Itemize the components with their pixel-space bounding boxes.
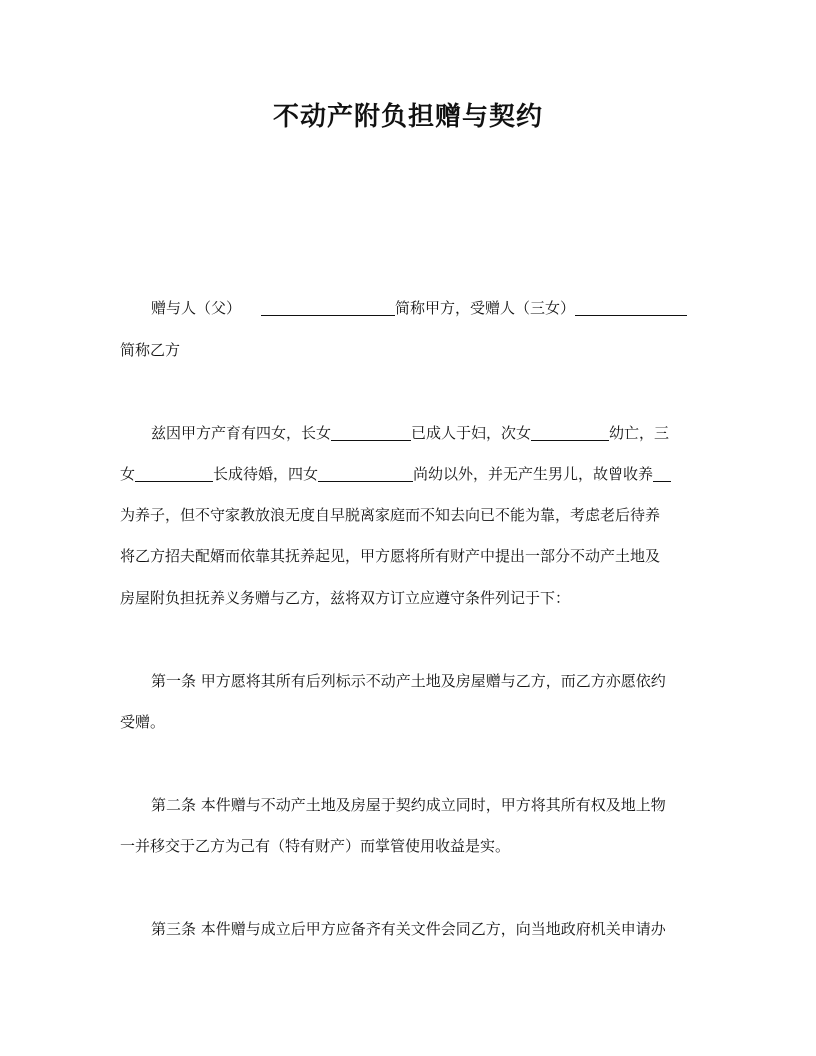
article-1-line1: 第一条 甲方愿将其所有后列标示不动产土地及房屋赠与乙方，而乙方亦愿依约 (151, 672, 666, 690)
fourth-daughter-blank[interactable] (318, 465, 413, 482)
para2-text: 幼亡，三 (609, 424, 670, 442)
para2-text: 女 (120, 465, 136, 483)
donor-name-blank[interactable] (261, 299, 395, 316)
para2-text: 已成人于妇，次女 (411, 424, 532, 442)
article-3-line1: 第三条 本件赠与成立后甲方应备齐有关文件会同乙方，向当地政府机关申请办 (151, 920, 666, 938)
para2-text: 长成待婚，四女 (213, 465, 319, 483)
para2-line2 (120, 464, 696, 484)
para2-text: 兹因甲方产育有四女，长女 (151, 424, 332, 442)
para2-text: 尚幼以外，并无产生男儿，故曾收养 (413, 465, 654, 483)
document-title: 不动产附负担赠与契约 (272, 102, 543, 132)
third-daughter-blank[interactable] (135, 465, 213, 482)
article-1-line2: 受赠。 (120, 713, 166, 731)
para2-line5: 房屋附负担抚养义务赠与乙方，兹将双方订立应遵守条件列记于下： (120, 589, 571, 607)
para2-line4: 将乙方招夫配婿而依靠其抚养起见，甲方愿将所有财产中提出一部分不动产土地及 (120, 547, 661, 565)
donor-label: 赠与人（父） (151, 299, 242, 317)
adopted-son-blank[interactable] (653, 465, 671, 482)
para2-line1 (120, 423, 696, 443)
recipient-name-blank[interactable] (575, 299, 687, 316)
party-abbrev-line: 简称乙方 (120, 341, 181, 359)
article-2-line1: 第二条 本件赠与不动产土地及房屋于契约成立同时，甲方将其所有权及地上物 (151, 796, 666, 814)
party-line (120, 298, 696, 318)
second-daughter-blank[interactable] (531, 424, 609, 441)
recipient-label: 简称甲方，受赠人（三女） (395, 299, 576, 317)
para2-line3: 为养子，但不守家教放浪无度自早脱离家庭而不知去向已不能为靠，考虑老后待养 (120, 506, 661, 524)
eldest-daughter-blank[interactable] (331, 424, 411, 441)
article-2-line2: 一并移交于乙方为己有（特有财产）而掌管使用收益是实。 (120, 837, 511, 855)
